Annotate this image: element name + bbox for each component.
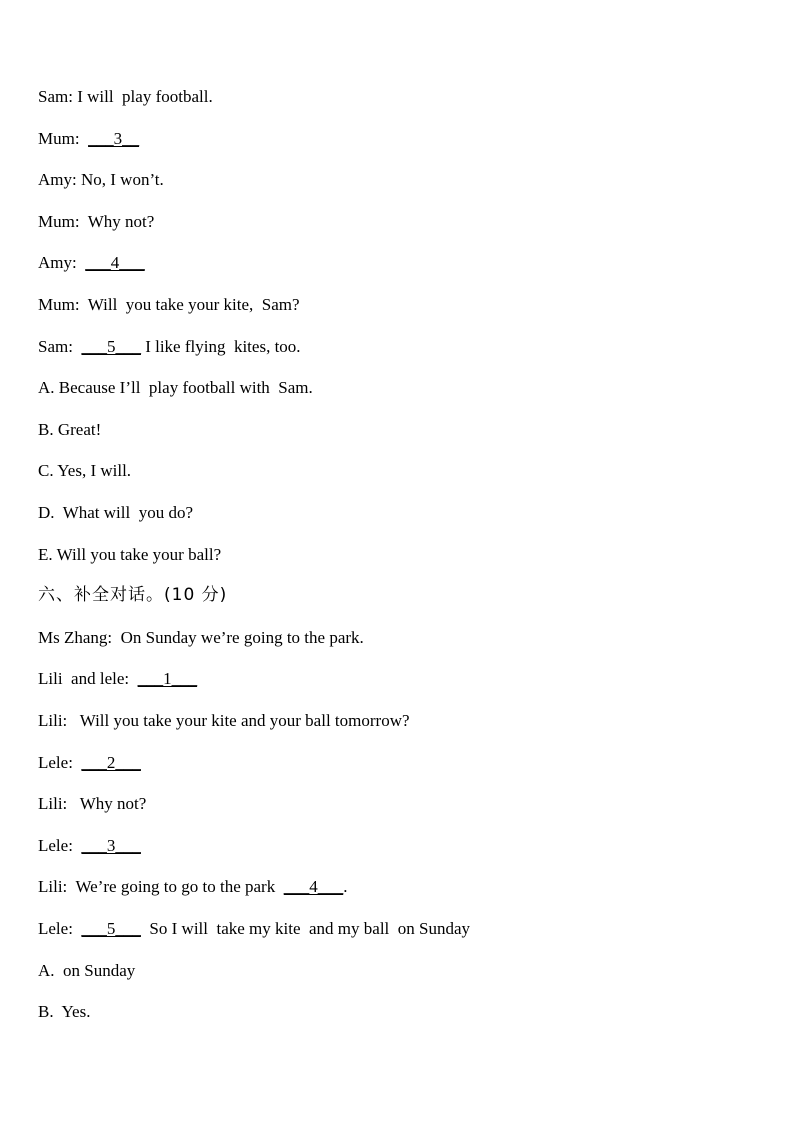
speaker-label: Lele: <box>38 753 82 772</box>
option-text: D. What will you do? <box>38 503 194 522</box>
speaker-label: Lele: <box>38 919 82 938</box>
dialogue-line <box>38 211 154 233</box>
answer-blank: ___4___ <box>85 253 145 272</box>
option-item <box>38 502 193 524</box>
answer-blank: ___3___ <box>81 836 141 855</box>
line-text: Mum: Will you take your kite, Sam? <box>38 295 300 314</box>
dialogue-line <box>38 336 301 358</box>
speaker-label: Lili: We’re going to go to the park <box>38 877 284 896</box>
speaker-label: Lele: <box>38 836 82 855</box>
option-text: A. on Sunday <box>38 961 136 980</box>
dialogue-line <box>38 128 139 150</box>
dialogue-line <box>38 793 146 815</box>
line-text: Lili: Will you take your kite and your ball tomorrow? <box>38 711 410 730</box>
line-text: Lili: Why not? <box>38 794 147 813</box>
dialogue-line <box>38 627 364 649</box>
dialogue-line <box>38 86 213 108</box>
dialogue-line <box>38 668 197 690</box>
dialogue-line <box>38 835 141 857</box>
answer-blank: ___5___ <box>81 337 141 356</box>
option-item <box>38 960 135 982</box>
answer-blank: ___2___ <box>81 753 141 772</box>
dialogue-line <box>38 169 164 191</box>
option-text: B. Yes. <box>38 1002 91 1021</box>
option-item <box>38 460 131 482</box>
answer-blank: ___5___ <box>81 919 141 938</box>
line-text: Ms Zhang: On Sunday we’re going to the park. <box>38 628 364 647</box>
line-text: I like flying kites, too. <box>140 337 301 356</box>
option-item <box>38 377 313 399</box>
option-text: B. Great! <box>38 420 102 439</box>
answer-blank: ___4___ <box>283 877 344 896</box>
dialogue-line <box>38 710 410 732</box>
line-text: Sam: I will play football. <box>38 87 213 106</box>
line-text: Amy: No, I won’t. <box>38 170 164 189</box>
speaker-label: Lili and lele: <box>38 669 138 688</box>
line-text: Mum: Why not? <box>38 212 155 231</box>
answer-blank: ___1___ <box>137 669 198 688</box>
dialogue-line <box>38 294 300 316</box>
option-text: E. Will you take your ball? <box>38 545 222 564</box>
option-item <box>38 419 101 441</box>
line-text: So I will take my kite and my ball on Sunday <box>140 919 471 938</box>
option-item <box>38 544 221 566</box>
dialogue-line <box>38 918 470 940</box>
speaker-label: Mum: <box>38 129 89 148</box>
option-text: A. Because I’ll play football with Sam. <box>38 378 313 397</box>
answer-blank: ___3__ <box>88 129 140 148</box>
dialogue-line <box>38 752 141 774</box>
dialogue-line <box>38 876 347 898</box>
section-heading: 六、补全对话。(10 分) <box>38 585 228 605</box>
speaker-label: Amy: <box>38 253 86 272</box>
dialogue-line <box>38 252 145 274</box>
speaker-label: Sam: <box>38 337 82 356</box>
line-text: . <box>343 877 348 896</box>
option-text: C. Yes, I will. <box>38 461 132 480</box>
option-item <box>38 1001 90 1023</box>
